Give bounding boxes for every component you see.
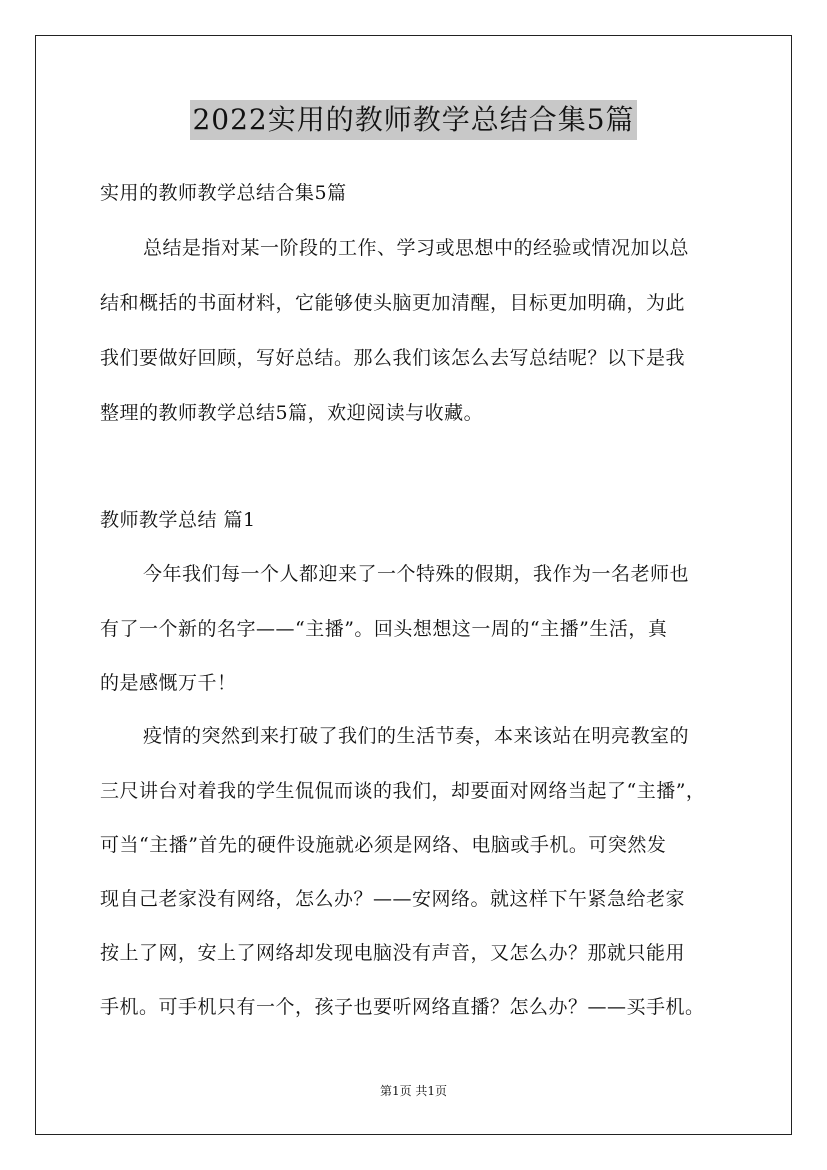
- paragraph-line: 三尺讲台对着我的学生侃侃而谈的我们，却要面对网络当起了“主播”，: [100, 780, 706, 802]
- section-heading: 教师教学总结 篇1: [100, 509, 256, 531]
- intro-line: 结和概括的书面材料，它能够使头脑更加清醒，目标更加明确，为此: [100, 292, 686, 314]
- paragraph-line: 疫情的突然到来打破了我们的生活节奏，本来该站在明亮教室的: [143, 725, 690, 747]
- paragraph-line: 现自己老家没有网络，怎么办？——安网络。就这样下午紧急给老家: [100, 888, 686, 910]
- paragraph-line: 的是感慨万千！: [100, 672, 237, 694]
- document-title-text: 2022实用的教师教学总结合集5篇: [190, 100, 636, 140]
- document-title: [0, 100, 827, 140]
- paragraph-line: 可当“主播”首先的硬件设施就必须是网络、电脑或手机。可突然发: [100, 834, 667, 856]
- paragraph-line: 今年我们每一个人都迎来了一个特殊的假期，我作为一名老师也: [143, 563, 690, 585]
- paragraph-line: 有了一个新的名字——“主播”。回头想想这一周的“主播”生活，真: [100, 618, 668, 640]
- paragraph-line: 按上了网，安上了网络却发现电脑没有声音，又怎么办？那就只能用: [100, 942, 686, 964]
- intro-line: 整理的教师教学总结5篇，欢迎阅读与收藏。: [100, 402, 484, 424]
- page-footer: 第1页 共1页: [379, 1084, 448, 1098]
- document-subtitle: 实用的教师教学总结合集5篇: [100, 182, 347, 204]
- paragraph-line: 手机。可手机只有一个，孩子也要听网络直播？怎么办？——买手机。: [100, 996, 705, 1018]
- intro-line: 总结是指对某一阶段的工作、学习或思想中的经验或情况加以总: [143, 237, 690, 259]
- intro-line: 我们要做好回顾，写好总结。那么我们该怎么去写总结呢？以下是我: [100, 347, 686, 369]
